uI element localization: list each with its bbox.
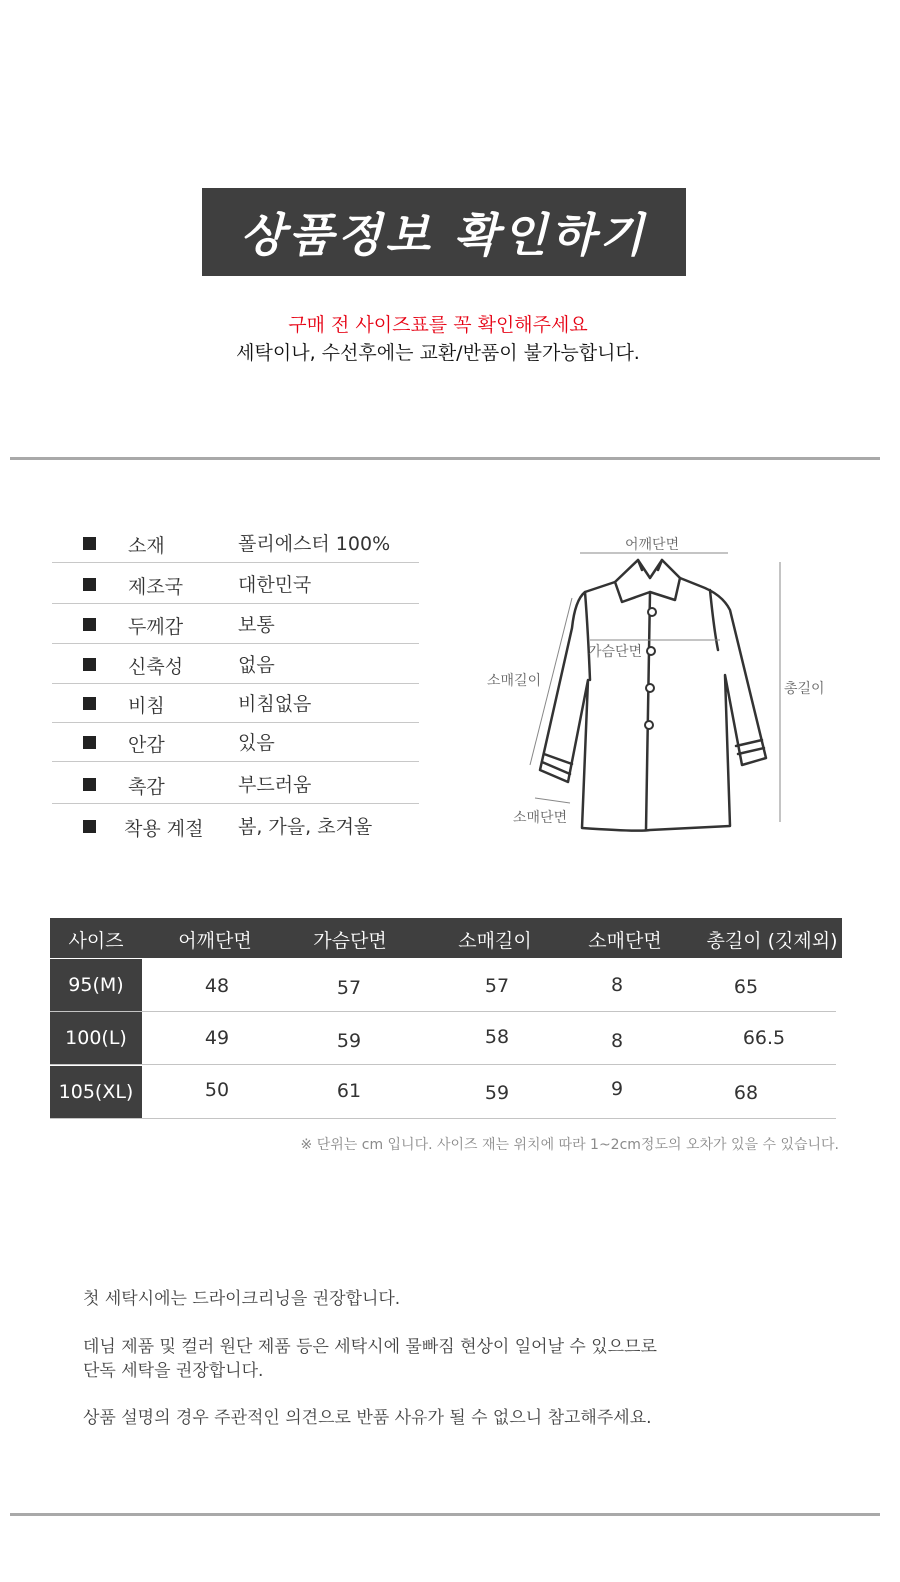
spec-value: 봄, 가을, 초겨울 — [238, 816, 373, 838]
label-sleeve-width: 소매단면 — [513, 810, 568, 826]
spec-row — [52, 604, 419, 644]
label-total-length: 총길이 — [784, 681, 825, 697]
row-size-label: 100(L) — [50, 1012, 142, 1064]
spec-row — [52, 764, 419, 804]
spec-row — [52, 722, 419, 762]
divider-top — [10, 457, 880, 460]
table-row — [50, 1066, 836, 1119]
spec-value: 보통 — [238, 614, 275, 636]
spec-value: 있음 — [238, 732, 275, 754]
table-row — [50, 959, 836, 1012]
header-total-length: 총길이 (깃제외) — [706, 930, 838, 952]
header-shoulder: 어깨단면 — [178, 930, 252, 952]
cell-sleeve-width: 8 — [610, 1030, 624, 1052]
bullet-square-icon — [83, 778, 96, 791]
bullet-square-icon — [83, 578, 96, 591]
label-chest: 가슴단면 — [588, 644, 643, 660]
table-row — [50, 1012, 836, 1065]
spec-label: 소재 — [128, 535, 165, 557]
care-text-2: 데님 제품 및 컬러 원단 제품 등은 세탁시에 물빠짐 현상이 일어날 수 있으므로 — [83, 1337, 657, 1357]
cell-total-length: 65 — [733, 976, 759, 998]
cell-total-length: 68 — [733, 1082, 759, 1104]
cell-sleeve-length: 59 — [484, 1082, 510, 1104]
spec-row — [52, 683, 419, 723]
spec-row — [52, 644, 419, 684]
cell-chest: 61 — [336, 1080, 362, 1102]
row-size-label: 105(XL) — [50, 1066, 142, 1118]
divider-bottom — [10, 1513, 880, 1516]
cell-sleeve-length: 57 — [484, 975, 510, 997]
return-policy-notice: 세탁이나, 수선후에는 교환/반품이 불가능합니다. — [236, 342, 640, 364]
size-table-header — [50, 918, 842, 958]
spec-value: 비침없음 — [238, 693, 312, 715]
header-chest: 가슴단면 — [313, 930, 387, 952]
spec-label: 안감 — [128, 734, 165, 756]
cell-chest: 57 — [336, 977, 362, 999]
cell-sleeve-length: 58 — [484, 1026, 510, 1048]
spec-label: 비침 — [128, 695, 165, 717]
cell-shoulder: 48 — [204, 975, 230, 997]
cell-sleeve-width: 9 — [610, 1078, 624, 1100]
coat-measurement-diagram — [480, 520, 840, 850]
spec-label: 착용 계절 — [124, 818, 204, 840]
bullet-square-icon — [83, 537, 96, 550]
spec-label: 제조국 — [128, 576, 184, 598]
care-text-3: 단독 세탁을 권장합니다. — [83, 1361, 264, 1381]
bullet-square-icon — [83, 736, 96, 749]
spec-value: 없음 — [238, 654, 275, 676]
bullet-square-icon — [83, 820, 96, 833]
spec-value: 대한민국 — [238, 574, 312, 596]
spec-value: 폴리에스터 100% — [238, 533, 391, 555]
spec-label: 두께감 — [128, 616, 184, 638]
size-table-footnote: ※ 단위는 cm 입니다. 사이즈 재는 위치에 따라 1~2cm정도의 오차가 있을 수 있습니다. — [300, 1137, 839, 1153]
spec-label: 신축성 — [128, 656, 184, 678]
label-sleeve-length: 소매길이 — [487, 673, 542, 689]
spec-row — [52, 523, 419, 563]
cell-chest: 59 — [336, 1030, 362, 1052]
spec-row — [52, 806, 419, 845]
bullet-square-icon — [83, 618, 96, 631]
bullet-square-icon — [83, 658, 96, 671]
care-text-1: 첫 세탁시에는 드라이크리닝을 권장합니다. — [83, 1289, 401, 1309]
page-title: 상품정보 확인하기 — [202, 188, 686, 276]
cell-shoulder: 50 — [204, 1079, 230, 1101]
row-size-label: 95(M) — [50, 959, 142, 1011]
cell-shoulder: 49 — [204, 1027, 230, 1049]
header-size: 사이즈 — [68, 930, 124, 952]
header-sleeve-length: 소매길이 — [458, 930, 532, 952]
header-sleeve-width: 소매단면 — [588, 930, 662, 952]
bullet-square-icon — [83, 697, 96, 710]
spec-row — [52, 564, 419, 604]
care-text-4: 상품 설명의 경우 주관적인 의견으로 반품 사유가 될 수 없으니 참고해주세요. — [83, 1408, 652, 1428]
cell-total-length: 66.5 — [742, 1027, 786, 1049]
spec-value: 부드러움 — [238, 774, 312, 796]
cell-sleeve-width: 8 — [610, 974, 624, 996]
label-shoulder: 어깨단면 — [625, 537, 680, 553]
spec-label: 촉감 — [128, 776, 165, 798]
size-check-notice: 구매 전 사이즈표를 꼭 확인해주세요 — [288, 314, 588, 336]
